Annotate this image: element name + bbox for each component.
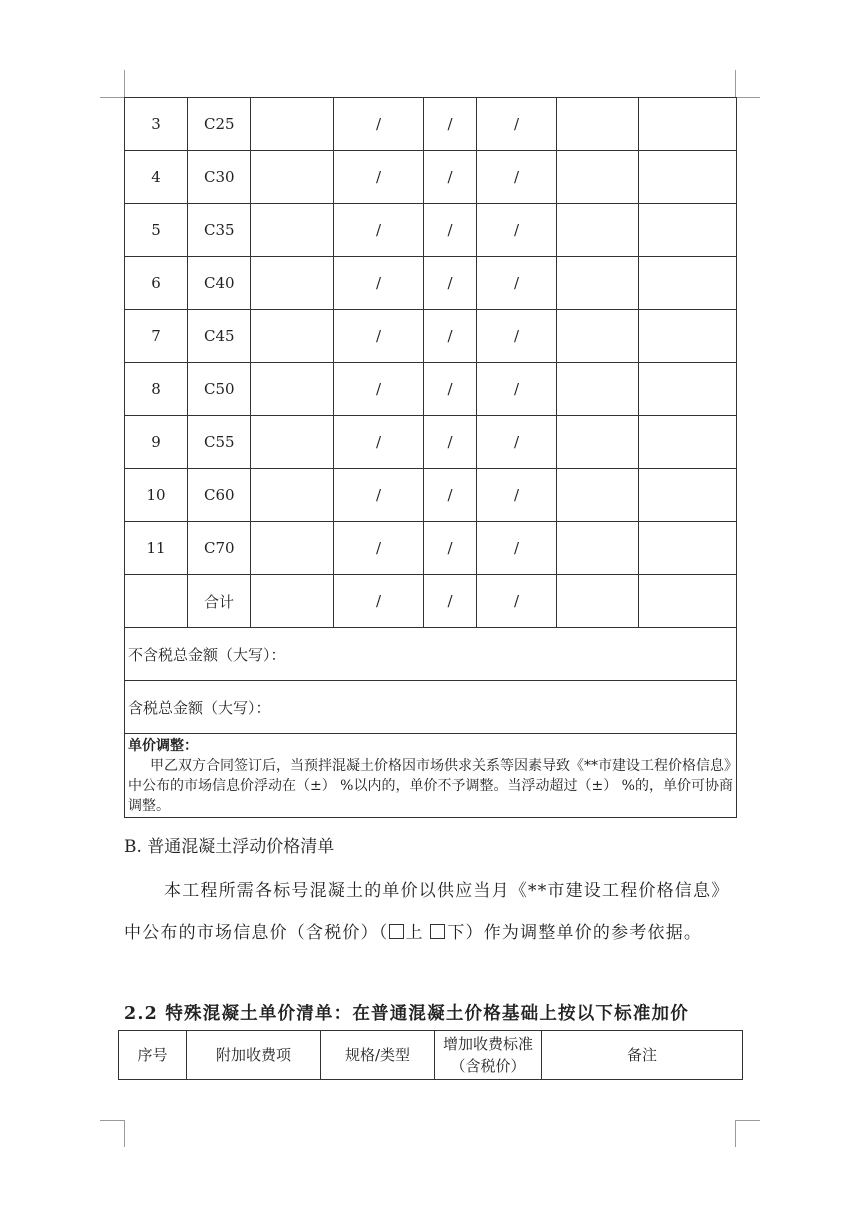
col-header-surcharge: 增加收费标准（含税价） <box>435 1031 542 1080</box>
corner-mark-bottom-left-v <box>124 1120 125 1147</box>
value-cell <box>557 416 639 469</box>
table-row <box>125 257 737 310</box>
value-cell <box>251 98 334 151</box>
grade-cell: C70 <box>188 522 251 575</box>
special-concrete-table <box>118 1030 743 1080</box>
corner-mark-top-left-v <box>124 70 125 97</box>
grade-cell: C25 <box>188 98 251 151</box>
value-cell: / <box>334 522 424 575</box>
value-cell: / <box>477 310 557 363</box>
row-number-cell <box>125 575 188 628</box>
value-cell <box>639 151 737 204</box>
value-cell <box>639 257 737 310</box>
section-b-text-after: ）作为调整单价的参考依据。 <box>465 923 703 943</box>
value-cell: / <box>477 469 557 522</box>
table-row <box>125 98 737 151</box>
value-cell: / <box>424 575 477 628</box>
value-cell: / <box>334 151 424 204</box>
grade-cell: 合计 <box>188 575 251 628</box>
value-cell <box>557 204 639 257</box>
section-22-heading: 2.2 特殊混凝土单价清单：在普通混凝土价格基础上按以下标准加价 <box>124 1004 689 1024</box>
value-cell: / <box>424 151 477 204</box>
row-number-cell: 7 <box>125 310 188 363</box>
value-cell <box>557 310 639 363</box>
table-row <box>125 363 737 416</box>
col-header-no: 序号 <box>119 1031 187 1080</box>
value-cell: / <box>334 363 424 416</box>
checkbox-up[interactable] <box>389 924 404 939</box>
grade-cell: C55 <box>188 416 251 469</box>
value-cell: / <box>334 469 424 522</box>
corner-mark-top-right-v <box>735 70 736 97</box>
grade-cell: C40 <box>188 257 251 310</box>
concrete-price-table <box>124 97 737 818</box>
value-cell: / <box>477 575 557 628</box>
corner-mark-bottom-right-v <box>735 1120 736 1147</box>
row-number-cell: 11 <box>125 522 188 575</box>
corner-mark-top-right-h <box>736 97 760 98</box>
section-b-heading: B. 普通混凝土浮动价格清单 <box>124 837 335 857</box>
value-cell <box>251 416 334 469</box>
table-row <box>125 204 737 257</box>
value-cell <box>557 257 639 310</box>
table-row <box>125 310 737 363</box>
row-number-cell: 9 <box>125 416 188 469</box>
corner-mark-bottom-left-h <box>100 1120 125 1121</box>
value-cell <box>251 469 334 522</box>
value-cell: / <box>424 522 477 575</box>
tax-total-label: 含税总金额（大写）： <box>125 681 737 734</box>
table-row <box>125 416 737 469</box>
value-cell <box>251 151 334 204</box>
section-b-paragraph <box>124 870 736 954</box>
value-cell: / <box>424 204 477 257</box>
col-header-spec: 规格/类型 <box>321 1031 435 1080</box>
price-adjust-text: 甲乙双方合同签订后，当预拌混凝土价格因市场供求关系等因素导致《**市建设工程价格信息》中公布的市场信息价浮动在（±） %以内的，单价不予调整。当浮动超过（±） %的，单价可协商调整。 <box>128 758 733 814</box>
option-down-label: 下 <box>447 923 466 943</box>
pretax-total-label: 不含税总金额（大写）： <box>125 628 737 681</box>
table-row <box>125 522 737 575</box>
row-number-cell: 6 <box>125 257 188 310</box>
grade-cell: C50 <box>188 363 251 416</box>
value-cell <box>557 363 639 416</box>
row-number-cell: 3 <box>125 98 188 151</box>
grade-cell: C30 <box>188 151 251 204</box>
value-cell <box>557 575 639 628</box>
value-cell <box>639 204 737 257</box>
value-cell: / <box>424 416 477 469</box>
value-cell: / <box>477 98 557 151</box>
value-cell <box>639 416 737 469</box>
value-cell: / <box>424 363 477 416</box>
value-cell <box>557 151 639 204</box>
value-cell: / <box>424 257 477 310</box>
option-up-label: 上 <box>405 923 424 943</box>
value-cell: / <box>477 522 557 575</box>
row-number-cell: 8 <box>125 363 188 416</box>
value-cell: / <box>424 98 477 151</box>
value-cell: / <box>334 257 424 310</box>
col-header-remark: 备注 <box>542 1031 743 1080</box>
value-cell <box>251 257 334 310</box>
value-cell <box>251 204 334 257</box>
value-cell <box>639 363 737 416</box>
value-cell: / <box>334 575 424 628</box>
row-number-cell: 5 <box>125 204 188 257</box>
value-cell <box>251 310 334 363</box>
table-row <box>125 151 737 204</box>
value-cell <box>251 522 334 575</box>
value-cell <box>639 98 737 151</box>
grade-cell: C35 <box>188 204 251 257</box>
value-cell: / <box>477 363 557 416</box>
grade-cell: C45 <box>188 310 251 363</box>
table-row <box>125 575 737 628</box>
table-row <box>125 469 737 522</box>
price-adjust-title: 单价调整： <box>128 738 198 754</box>
value-cell <box>557 469 639 522</box>
value-cell <box>639 522 737 575</box>
price-adjust-note <box>125 734 737 818</box>
value-cell: / <box>477 151 557 204</box>
value-cell: / <box>424 310 477 363</box>
row-number-cell: 10 <box>125 469 188 522</box>
value-cell <box>251 575 334 628</box>
value-cell <box>557 98 639 151</box>
corner-mark-top-left-h <box>100 97 124 98</box>
value-cell: / <box>334 310 424 363</box>
value-cell <box>639 575 737 628</box>
value-cell <box>639 469 737 522</box>
grade-cell: C60 <box>188 469 251 522</box>
value-cell: / <box>477 257 557 310</box>
value-cell: / <box>334 416 424 469</box>
col-header-extra-item: 附加收费项 <box>187 1031 321 1080</box>
value-cell: / <box>477 204 557 257</box>
value-cell: / <box>334 204 424 257</box>
checkbox-down[interactable] <box>430 924 445 939</box>
value-cell: / <box>334 98 424 151</box>
value-cell: / <box>477 416 557 469</box>
value-cell <box>639 310 737 363</box>
row-number-cell: 4 <box>125 151 188 204</box>
corner-mark-bottom-right-h <box>735 1120 760 1121</box>
section-b-text-before: 本工程所需各标号混凝土的单价以供应当月《**市建设工程价格信息》中公布的市场信息价（含税价）（ <box>124 881 730 943</box>
value-cell <box>251 363 334 416</box>
value-cell: / <box>424 469 477 522</box>
value-cell <box>557 522 639 575</box>
